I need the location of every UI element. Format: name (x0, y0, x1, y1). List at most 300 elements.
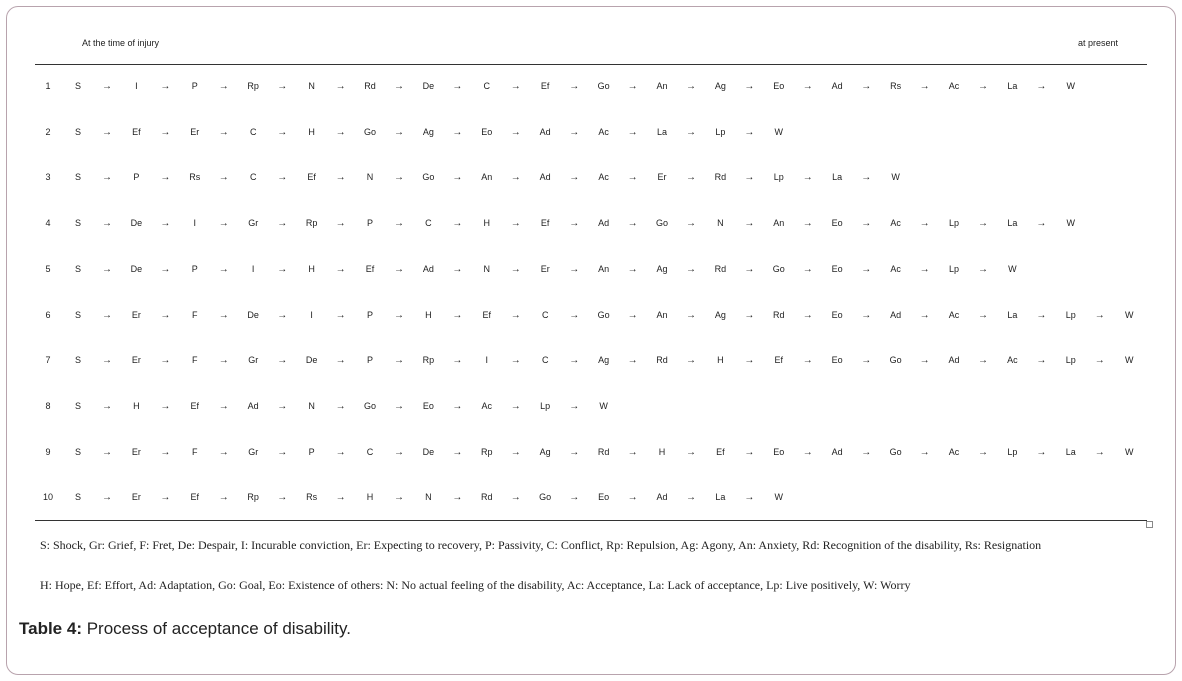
arrow-icon: → (218, 400, 229, 412)
process-step: Go (597, 81, 610, 91)
process-step: Ad (539, 172, 551, 183)
process-step: Er (131, 492, 141, 503)
arrow-icon: → (394, 172, 404, 184)
process-step: I (251, 263, 255, 274)
row-number: 8 (45, 400, 51, 411)
process-step: N (717, 218, 724, 229)
arrow-icon: → (744, 492, 755, 504)
arrow-icon: → (569, 446, 580, 458)
row-number: 4 (45, 218, 51, 229)
process-step: Ad (247, 400, 259, 411)
process-step: Ag (539, 446, 551, 457)
process-step: Ac (890, 263, 901, 274)
process-step: N (308, 81, 315, 91)
row-number: 10 (42, 492, 53, 503)
table-row (0, 310, 1182, 324)
arrow-icon: → (1094, 309, 1105, 321)
arrow-icon: → (218, 446, 229, 458)
arrow-icon: → (160, 218, 171, 230)
row-number: 6 (45, 309, 51, 320)
process-step: De (422, 446, 435, 457)
arrow-icon: → (277, 218, 288, 230)
process-step: F (192, 355, 198, 366)
process-step: C (425, 218, 432, 229)
arrow-icon: → (510, 446, 521, 458)
arrow-icon: → (919, 446, 930, 458)
arrow-icon: → (218, 355, 229, 367)
process-step: Rd (714, 263, 727, 274)
resize-handle[interactable] (1146, 521, 1153, 528)
process-step: P (366, 355, 373, 366)
arrow-icon: → (978, 355, 988, 367)
process-step: Lp (1065, 355, 1076, 366)
process-step: La (832, 172, 843, 183)
process-step: H (717, 355, 724, 366)
arrow-icon: → (861, 81, 872, 92)
process-step: Er (131, 309, 141, 320)
process-step: Rp (247, 492, 259, 503)
caption-label: Table 4: (19, 619, 82, 638)
arrow-icon: → (394, 355, 404, 367)
process-step: H (308, 126, 315, 137)
process-step: Ad (598, 218, 610, 229)
arrow-icon: → (394, 218, 404, 230)
process-step: W (891, 172, 900, 183)
process-step: W (1124, 355, 1134, 366)
process-step: Ac (948, 309, 960, 320)
arrow-icon: → (686, 492, 696, 504)
process-step: Er (657, 172, 667, 183)
arrow-icon: → (277, 400, 288, 412)
arrow-icon: → (627, 492, 638, 504)
process-step: Rd (773, 309, 785, 320)
arrow-icon: → (277, 172, 288, 184)
process-step: Go (655, 218, 668, 229)
arrow-icon: → (218, 263, 229, 275)
arrow-icon: → (218, 492, 229, 504)
process-step: N (308, 400, 315, 411)
process-step: Ef (482, 309, 492, 320)
arrow-icon: → (744, 218, 755, 230)
arrow-icon: → (686, 263, 696, 275)
process-step: W (1066, 81, 1076, 91)
process-step: I (485, 355, 489, 366)
process-step: F (192, 446, 198, 457)
process-step: I (193, 218, 197, 229)
arrow-icon: → (861, 218, 872, 230)
arrow-icon: → (394, 492, 404, 504)
process-step: Ef (365, 263, 375, 274)
arrow-icon: → (861, 446, 872, 458)
process-step: Eo (481, 126, 493, 137)
arrow-icon: → (335, 355, 346, 367)
process-step: Gr (248, 218, 259, 229)
table-row (0, 218, 1182, 232)
table-caption (19, 619, 351, 639)
arrow-icon: → (686, 309, 696, 321)
process-step: Lp (948, 263, 959, 274)
arrow-icon: → (335, 446, 346, 458)
legend-line-1: S: Shock, Gr: Grief, F: Fret, De: Despair, I: Incurable conviction, Er: Expecting to recovery, P: Passivity, C: Conflict, Rp: Repulsion, Ag: Agony, An: Anxiety, Rd: Recognition of the disability, Rs: Resignation (40, 538, 1042, 552)
arrow-icon: → (569, 355, 580, 367)
process-step: S (74, 218, 81, 229)
arrow-icon: → (744, 172, 755, 184)
arrow-icon: → (510, 355, 521, 367)
arrow-icon: → (102, 309, 112, 321)
arrow-icon: → (627, 446, 638, 458)
table-row (0, 264, 1182, 278)
arrow-icon: → (102, 355, 112, 367)
process-step: Ac (1007, 355, 1018, 366)
arrow-icon: → (627, 309, 638, 321)
process-step: Go (363, 126, 376, 137)
process-step: Ag (714, 81, 726, 91)
arrow-icon: → (510, 126, 521, 138)
arrow-icon: → (744, 263, 755, 275)
process-step: Eo (831, 218, 843, 229)
arrow-icon: → (978, 263, 988, 275)
process-step: Ad (948, 355, 960, 366)
arrow-icon: → (802, 446, 813, 458)
arrow-icon: → (277, 492, 288, 504)
table-row (0, 355, 1182, 369)
process-step: Go (772, 263, 785, 274)
process-step: Go (889, 446, 902, 457)
arrow-icon: → (978, 218, 988, 230)
legend-line-2: H: Hope, Ef: Effort, Ad: Adaptation, Go: Goal, Eo: Existence of others: N: No actual feeling of the disability, Ac: Acceptance, La: Lack of acceptance, Lp: Live positively, W: Worry (40, 578, 911, 592)
arrow-icon: → (627, 126, 638, 138)
arrow-icon: → (335, 126, 346, 138)
process-step: Rs (189, 172, 201, 183)
process-step: Ag (714, 309, 726, 320)
process-step: Ac (598, 172, 609, 183)
process-step: Ac (948, 446, 960, 457)
process-step: S (74, 446, 81, 457)
process-step: Go (889, 355, 902, 366)
process-step: Er (131, 446, 141, 457)
arrow-icon: → (686, 446, 696, 458)
process-step: S (74, 355, 81, 366)
process-step: La (715, 492, 726, 503)
process-step: S (74, 400, 81, 411)
table-row (0, 81, 1182, 95)
arrow-icon: → (102, 81, 112, 92)
process-step: Lp (715, 126, 726, 137)
arrow-icon: → (569, 218, 580, 230)
arrow-icon: → (861, 263, 872, 275)
process-step: Rd (656, 355, 668, 366)
arrow-icon: → (510, 263, 521, 275)
arrow-icon: → (452, 218, 463, 230)
arrow-icon: → (861, 172, 872, 184)
process-step: S (74, 81, 81, 91)
process-step: Ef (190, 492, 200, 503)
arrow-icon: → (919, 309, 930, 321)
process-step: La (1065, 446, 1076, 457)
caption-text: Process of acceptance of disability. (86, 619, 351, 638)
row-number: 2 (45, 126, 51, 137)
process-step: Lp (773, 172, 784, 183)
arrow-icon: → (802, 81, 813, 92)
process-step: W (1124, 309, 1134, 320)
process-step: P (366, 309, 373, 320)
arrow-icon: → (218, 81, 229, 92)
header-at-present: at present (1078, 38, 1119, 48)
arrow-icon: → (102, 446, 112, 458)
process-step: Go (363, 400, 376, 411)
arrow-icon: → (1094, 355, 1105, 367)
process-step: Eo (773, 81, 785, 91)
arrow-icon: → (510, 400, 521, 412)
header-time-of-injury: At the time of injury (82, 38, 160, 48)
arrow-icon: → (569, 263, 580, 275)
arrow-icon: → (218, 172, 229, 184)
process-step: Ac (598, 126, 609, 137)
arrow-icon: → (160, 263, 171, 275)
process-step: Eo (598, 492, 610, 503)
arrow-icon: → (919, 218, 930, 230)
arrow-icon: → (335, 263, 346, 275)
process-step: Ad (890, 309, 902, 320)
process-step: Ag (422, 126, 434, 137)
process-step: C (249, 172, 257, 183)
arrow-icon: → (160, 446, 171, 458)
process-step: Er (131, 355, 141, 366)
row-number: 9 (45, 446, 51, 457)
table-row (0, 401, 1182, 415)
process-step: La (656, 126, 667, 137)
process-step: Ef (716, 446, 725, 457)
process-step: Rd (364, 81, 376, 91)
process-step: Go (422, 172, 435, 183)
arrow-icon: → (978, 309, 988, 321)
document-frame (6, 6, 1176, 675)
arrow-icon: → (277, 309, 288, 321)
arrow-icon: → (510, 81, 521, 92)
process-step: P (133, 172, 140, 183)
process-step: P (308, 446, 315, 457)
arrow-icon: → (802, 218, 813, 230)
process-step: C (483, 81, 491, 91)
process-step: De (422, 81, 435, 91)
arrow-icon: → (218, 126, 229, 138)
arrow-icon: → (1036, 309, 1047, 321)
process-step: Er (540, 263, 550, 274)
arrow-icon: → (452, 492, 463, 504)
arrow-icon: → (160, 400, 171, 412)
process-step: P (191, 81, 198, 91)
arrow-icon: → (1094, 446, 1105, 458)
table-bottom-rule (35, 520, 1147, 521)
arrow-icon: → (802, 263, 813, 275)
arrow-icon: → (1036, 355, 1047, 367)
process-step: F (192, 309, 198, 320)
arrow-icon: → (277, 355, 288, 367)
process-step: Ad (831, 81, 843, 91)
arrow-icon: → (452, 263, 463, 275)
arrow-icon: → (978, 446, 988, 458)
arrow-icon: → (510, 492, 521, 504)
arrow-icon: → (802, 172, 813, 184)
table-row (0, 172, 1182, 186)
arrow-icon: → (569, 126, 580, 138)
arrow-icon: → (277, 263, 288, 275)
table-row (0, 447, 1182, 461)
process-step: Rp (422, 355, 435, 366)
row-number: 7 (45, 355, 51, 366)
process-step: Rp (481, 446, 493, 457)
arrow-icon: → (160, 309, 171, 321)
arrow-icon: → (160, 172, 171, 184)
table-row (0, 492, 1182, 506)
arrow-icon: → (102, 172, 112, 184)
arrow-icon: → (510, 309, 521, 321)
arrow-icon: → (919, 263, 930, 275)
arrow-icon: → (569, 81, 580, 92)
table-top-rule (35, 64, 1147, 65)
arrow-icon: → (627, 218, 638, 230)
process-step: S (74, 263, 81, 274)
arrow-icon: → (102, 218, 112, 230)
arrow-icon: → (627, 355, 638, 367)
process-step: N (366, 172, 374, 183)
process-step: An (598, 263, 610, 274)
process-step: Gr (248, 355, 259, 366)
process-step: Ac (890, 218, 901, 229)
arrow-icon: → (452, 355, 463, 367)
process-step: S (74, 172, 81, 183)
arrow-icon: → (861, 355, 872, 367)
arrow-icon: → (160, 126, 171, 138)
process-step: C (249, 126, 257, 137)
process-step: C (541, 355, 549, 366)
process-step: Eo (422, 400, 434, 411)
process-step: W (774, 126, 784, 137)
process-step: C (366, 446, 374, 457)
arrow-icon: → (160, 81, 171, 92)
process-step: Go (539, 492, 552, 503)
arrow-icon: → (394, 81, 404, 92)
arrow-icon: → (569, 400, 580, 412)
arrow-icon: → (627, 263, 638, 275)
process-step: N (425, 492, 432, 503)
process-step: Lp (1065, 309, 1076, 320)
process-step: La (1007, 309, 1018, 320)
arrow-icon: → (160, 355, 171, 367)
process-step: H (425, 309, 432, 320)
process-step: Lp (540, 400, 551, 411)
process-step: Ac (481, 400, 493, 411)
process-step: An (656, 81, 668, 91)
process-step: De (305, 355, 318, 366)
process-step: S (74, 126, 81, 137)
arrow-icon: → (452, 400, 463, 412)
process-step: An (656, 309, 668, 320)
arrow-icon: → (744, 126, 755, 138)
process-step: Ag (656, 263, 668, 274)
process-step: Go (597, 309, 610, 320)
process-step: Lp (1007, 446, 1018, 457)
process-step: Rp (247, 81, 259, 91)
row-number: 5 (45, 263, 51, 274)
arrow-icon: → (452, 309, 463, 321)
row-number: 3 (45, 172, 51, 183)
arrow-icon: → (686, 126, 696, 138)
arrow-icon: → (686, 81, 696, 92)
arrow-icon: → (510, 172, 521, 184)
process-step: Ad (422, 263, 434, 274)
process-step: Ad (539, 126, 551, 137)
arrow-icon: → (335, 172, 346, 184)
arrow-icon: → (569, 492, 580, 504)
process-step: Ef (540, 218, 550, 229)
process-step: La (1007, 81, 1018, 91)
arrow-icon: → (510, 218, 521, 230)
arrow-icon: → (802, 355, 813, 367)
arrow-icon: → (686, 355, 696, 367)
process-step: De (247, 309, 259, 320)
arrow-icon: → (569, 172, 580, 184)
process-step: Gr (248, 446, 259, 457)
arrow-icon: → (744, 355, 755, 367)
process-step: Eo (831, 309, 843, 320)
arrow-icon: → (394, 126, 404, 138)
arrow-icon: → (218, 309, 229, 321)
arrow-icon: → (218, 218, 229, 230)
arrow-icon: → (744, 309, 755, 321)
arrow-icon: → (335, 492, 346, 504)
arrow-icon: → (394, 309, 404, 321)
arrow-icon: → (102, 263, 112, 275)
arrow-icon: → (394, 446, 404, 458)
process-step: Rs (890, 81, 902, 91)
process-step: H (483, 218, 491, 229)
row-number: 1 (45, 81, 51, 91)
arrow-icon: → (277, 446, 288, 458)
process-step: H (366, 492, 374, 503)
arrow-icon: → (452, 126, 463, 138)
process-step: Ad (656, 492, 668, 503)
arrow-icon: → (686, 218, 696, 230)
arrow-icon: → (1036, 446, 1047, 458)
arrow-icon: → (335, 218, 346, 230)
arrow-icon: → (335, 309, 346, 321)
arrow-icon: → (452, 446, 463, 458)
arrow-icon: → (861, 309, 872, 321)
process-step: An (773, 218, 785, 229)
arrow-icon: → (452, 81, 463, 92)
arrow-icon: → (919, 355, 930, 367)
arrow-icon: → (160, 492, 171, 504)
process-step: Ef (307, 172, 316, 183)
arrow-icon: → (452, 172, 463, 184)
process-step: H (308, 263, 315, 274)
arrow-icon: → (1036, 81, 1047, 92)
process-step: Rs (306, 492, 318, 503)
process-step: W (1124, 446, 1134, 457)
process-step: Rd (481, 492, 493, 503)
arrow-icon: → (394, 400, 404, 412)
process-step: Eo (831, 355, 843, 366)
process-step: S (74, 492, 81, 503)
arrow-icon: → (335, 400, 346, 412)
process-step: An (481, 172, 493, 183)
arrow-icon: → (569, 309, 580, 321)
process-step: Er (190, 126, 200, 137)
process-step: Ef (540, 81, 550, 91)
process-step: Ef (132, 126, 141, 137)
process-step: Lp (948, 218, 959, 229)
